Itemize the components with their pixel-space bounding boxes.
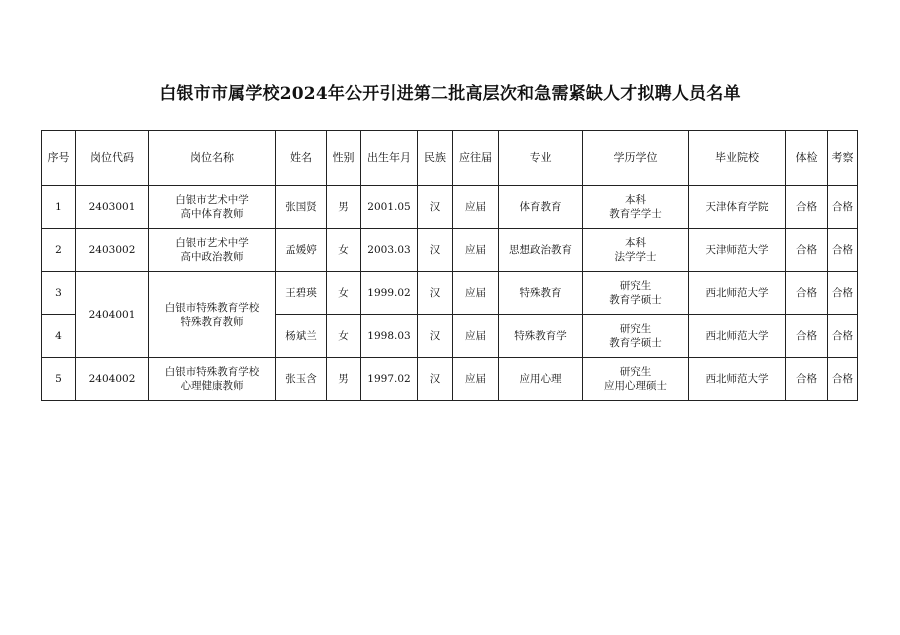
cell-school: 天津体育学院 [689, 186, 786, 229]
post-name-line1: 白银市特殊教育学校 [164, 301, 260, 314]
header-post-code: 岗位代码 [76, 131, 149, 186]
cell-gender: 女 [327, 229, 361, 272]
document-title: 白银市市属学校2024年公开引进第二批高层次和急需紧缺人才拟聘人员名单 [159, 84, 741, 104]
cell-education [583, 272, 689, 315]
table-row [42, 186, 858, 229]
education-line2: 教育学硕士 [609, 337, 662, 349]
cell-education [583, 186, 689, 229]
cell-major: 思想政治教育 [499, 229, 583, 272]
cell-gender: 女 [327, 315, 361, 358]
cell-ethnicity: 汉 [418, 272, 453, 315]
cell-ethnicity: 汉 [418, 186, 453, 229]
cell-birth: 1998.03 [361, 315, 418, 358]
cell-education [583, 229, 689, 272]
cell-physical: 合格 [786, 315, 828, 358]
post-name-line2: 高中体育教师 [180, 208, 244, 220]
cell-school: 西北师范大学 [689, 315, 786, 358]
cell-education [583, 358, 689, 401]
cell-post-name [149, 358, 276, 401]
header-grad-type: 应往届 [453, 131, 499, 186]
education-line2: 法学学士 [614, 251, 657, 263]
table-row [42, 229, 858, 272]
cell-physical: 合格 [786, 229, 828, 272]
cell-grad-type: 应届 [453, 186, 499, 229]
cell-gender: 男 [327, 186, 361, 229]
cell-assessment: 合格 [828, 315, 858, 358]
cell-post-name [149, 229, 276, 272]
table-row [42, 272, 858, 315]
education-line1: 研究生 [619, 366, 652, 378]
cell-post-name [149, 186, 276, 229]
post-name-line2: 心理健康教师 [180, 380, 244, 392]
cell-ethnicity: 汉 [418, 229, 453, 272]
education-line2: 教育学学士 [609, 208, 662, 220]
header-physical: 体检 [786, 131, 828, 186]
cell-name: 王碧瑛 [276, 272, 327, 315]
cell-major: 体育教育 [499, 186, 583, 229]
cell-birth: 2001.05 [361, 186, 418, 229]
cell-school: 西北师范大学 [689, 358, 786, 401]
cell-physical: 合格 [786, 358, 828, 401]
cell-grad-type: 应届 [453, 358, 499, 401]
header-gender: 性别 [327, 131, 361, 186]
header-education: 学历学位 [583, 131, 689, 186]
cell-seq: 4 [42, 315, 76, 358]
cell-name: 杨斌兰 [276, 315, 327, 358]
header-name: 姓名 [276, 131, 327, 186]
personnel-table [41, 130, 858, 401]
cell-gender: 男 [327, 358, 361, 401]
cell-school: 西北师范大学 [689, 272, 786, 315]
table-row [42, 358, 858, 401]
header-seq: 序号 [42, 131, 76, 186]
cell-post-code: 2403001 [76, 186, 149, 229]
cell-assessment: 合格 [828, 272, 858, 315]
header-major: 专业 [499, 131, 583, 186]
header-assessment: 考察 [828, 131, 858, 186]
cell-major: 应用心理 [499, 358, 583, 401]
cell-major: 特殊教育 [499, 272, 583, 315]
cell-post-code: 2404001 [76, 272, 149, 358]
education-line2: 应用心理硕士 [604, 380, 667, 392]
education-line1: 本科 [625, 194, 646, 206]
cell-name: 张国贤 [276, 186, 327, 229]
post-name-line1: 白银市特殊教育学校 [164, 366, 260, 378]
cell-physical: 合格 [786, 186, 828, 229]
cell-post-name [149, 272, 276, 358]
header-school: 毕业院校 [689, 131, 786, 186]
cell-name: 张玉含 [276, 358, 327, 401]
cell-gender: 女 [327, 272, 361, 315]
header-birth: 出生年月 [361, 131, 418, 186]
cell-ethnicity: 汉 [418, 315, 453, 358]
cell-seq: 3 [42, 272, 76, 315]
cell-seq: 5 [42, 358, 76, 401]
cell-birth: 1999.02 [361, 272, 418, 315]
cell-assessment: 合格 [828, 229, 858, 272]
post-name-line2: 特殊教育教师 [180, 315, 244, 328]
cell-seq: 2 [42, 229, 76, 272]
post-name-line1: 白银市艺术中学 [175, 194, 249, 206]
table-header-row [42, 131, 858, 186]
post-name-line1: 白银市艺术中学 [175, 237, 249, 249]
header-ethnicity: 民族 [418, 131, 453, 186]
cell-grad-type: 应届 [453, 272, 499, 315]
cell-seq: 1 [42, 186, 76, 229]
cell-school: 天津师范大学 [689, 229, 786, 272]
post-name-line2: 高中政治教师 [180, 251, 244, 263]
cell-name: 孟媛婷 [276, 229, 327, 272]
header-post-name: 岗位名称 [149, 131, 276, 186]
cell-grad-type: 应届 [453, 315, 499, 358]
education-line1: 研究生 [619, 280, 652, 292]
cell-education [583, 315, 689, 358]
cell-assessment: 合格 [828, 186, 858, 229]
cell-birth: 2003.03 [361, 229, 418, 272]
cell-post-code: 2403002 [76, 229, 149, 272]
cell-grad-type: 应届 [453, 229, 499, 272]
cell-major: 特殊教育学 [499, 315, 583, 358]
education-line2: 教育学硕士 [609, 294, 662, 306]
cell-physical: 合格 [786, 272, 828, 315]
cell-assessment: 合格 [828, 358, 858, 401]
cell-ethnicity: 汉 [418, 358, 453, 401]
cell-birth: 1997.02 [361, 358, 418, 401]
education-line1: 研究生 [619, 323, 652, 335]
education-line1: 本科 [625, 237, 646, 249]
cell-post-code: 2404002 [76, 358, 149, 401]
